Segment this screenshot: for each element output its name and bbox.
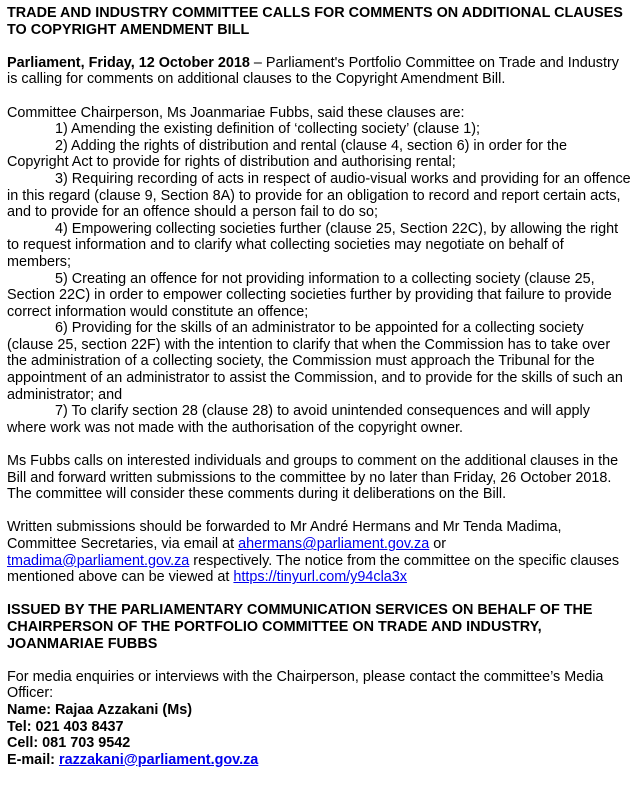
spacer (7, 88, 631, 105)
contact-email-line (7, 752, 631, 769)
contact-cell: Cell: 081 703 9542 (7, 735, 131, 752)
submissions-text-or: or (429, 536, 447, 552)
submissions-paragraph (7, 519, 631, 585)
clause-item-6: 6) Providing for the skills of an administrator to be appointed for a collecting society (clause 25, section 22F) with the intention to clarify that when the Commission has to take over the administration of a collecting society, the Commission must approach the Tribunal for the appointment of an administrator to assist the Commission, and to provide for the skills of such an administrator; and (7, 320, 623, 403)
document-title: TRADE AND INDUSTRY COMMITTEE CALLS FOR COMMENTS ON ADDITIONAL CLAUSES TO COPYRIGHT AMENDMENT BILL (7, 5, 623, 38)
contact-email-link[interactable]: razzakani@parliament.gov.za (58, 751, 259, 768)
contact-name: Name: Rajaa Azzakani (Ms) (7, 701, 193, 718)
clause-item-5: 5) Creating an offence for not providing information to a collecting society (clause 25, Section 22C) in order to empower collecting societies further by providing that failure to provide correct information would constitute an offence; (7, 270, 612, 320)
notice-url-link[interactable]: https://tinyurl.com/y94cla3x (233, 569, 407, 586)
clause-item-3: 3) Requiring recording of acts in respect of audio-visual works and providing for an offence in this regard (clause 9, Section 8A) to provide for an obligation to record and report certain acts, and to provide for an offence should a person fail to do so; (7, 170, 631, 221)
contact-email-label: E-mail: (7, 751, 59, 768)
submissions-text-after: respectively. The notice from the committee on the specific clauses mentioned above can be viewed at (7, 552, 620, 586)
clause-item-1: 1) Amending the existing definition of ‘collecting society’ (clause 1); (55, 121, 481, 138)
clause-item-7: 7) To clarify section 28 (clause 28) to avoid unintended consequences and will apply where work was not made with the authorisation of the copyright owner. (7, 403, 590, 436)
spacer (7, 586, 631, 603)
call-for-comments: Ms Fubbs calls on interested individuals and groups to comment on the additional clauses in the Bill and forward written submissions to the committee by no later than Friday, 26 October 2018. The committee will consider these comments during it deliberations on the Bill. (7, 453, 619, 503)
contact-tel: Tel: 021 403 8437 (7, 718, 124, 735)
clause-item-2: 2) Adding the rights of distribution and rental (clause 4, section 6) in order for the Copyright Act to provide for rights of distribution and authorising rental; (7, 137, 567, 171)
issued-by-heading: ISSUED BY THE PARLIAMENTARY COMMUNICATION SERVICES ON BEHALF OF THE CHAIRPERSON OF THE PORTFOLIO COMMITTEE ON TRADE AND INDUSTRY, JOANMARIAE FUBBS (7, 602, 593, 652)
spacer (7, 38, 631, 55)
spacer (7, 652, 631, 669)
spacer (7, 436, 631, 453)
chair-statement: Committee Chairperson, Ms Joanmariae Fubbs, said these clauses are: (7, 104, 465, 121)
intro-paragraph (7, 55, 631, 88)
email-link-madima[interactable]: tmadima@parliament.gov.za (7, 552, 190, 569)
clause-item-4: 4) Empowering collecting societies further (clause 25, Section 22C), by allowing the right to request information and to clarify what collecting societies may negotiate on behalf of members; (7, 220, 619, 270)
submissions-text-before: Written submissions should be forwarded to Mr André Hermans and Mr Tenda Madima, Committee Secretaries, via email at (7, 519, 562, 552)
dateline: Parliament, Friday, 12 October 2018 (7, 54, 250, 71)
media-intro: For media enquiries or interviews with the Chairperson, please contact the committee’s Media Officer: (7, 668, 604, 702)
spacer (7, 503, 631, 520)
intro-text: – Parliament's Portfolio Committee on Trade and Industry is calling for comments on additional clauses to the Copyright Amendment Bill. (7, 54, 619, 88)
email-link-hermans[interactable]: ahermans@parliament.gov.za (238, 536, 430, 552)
